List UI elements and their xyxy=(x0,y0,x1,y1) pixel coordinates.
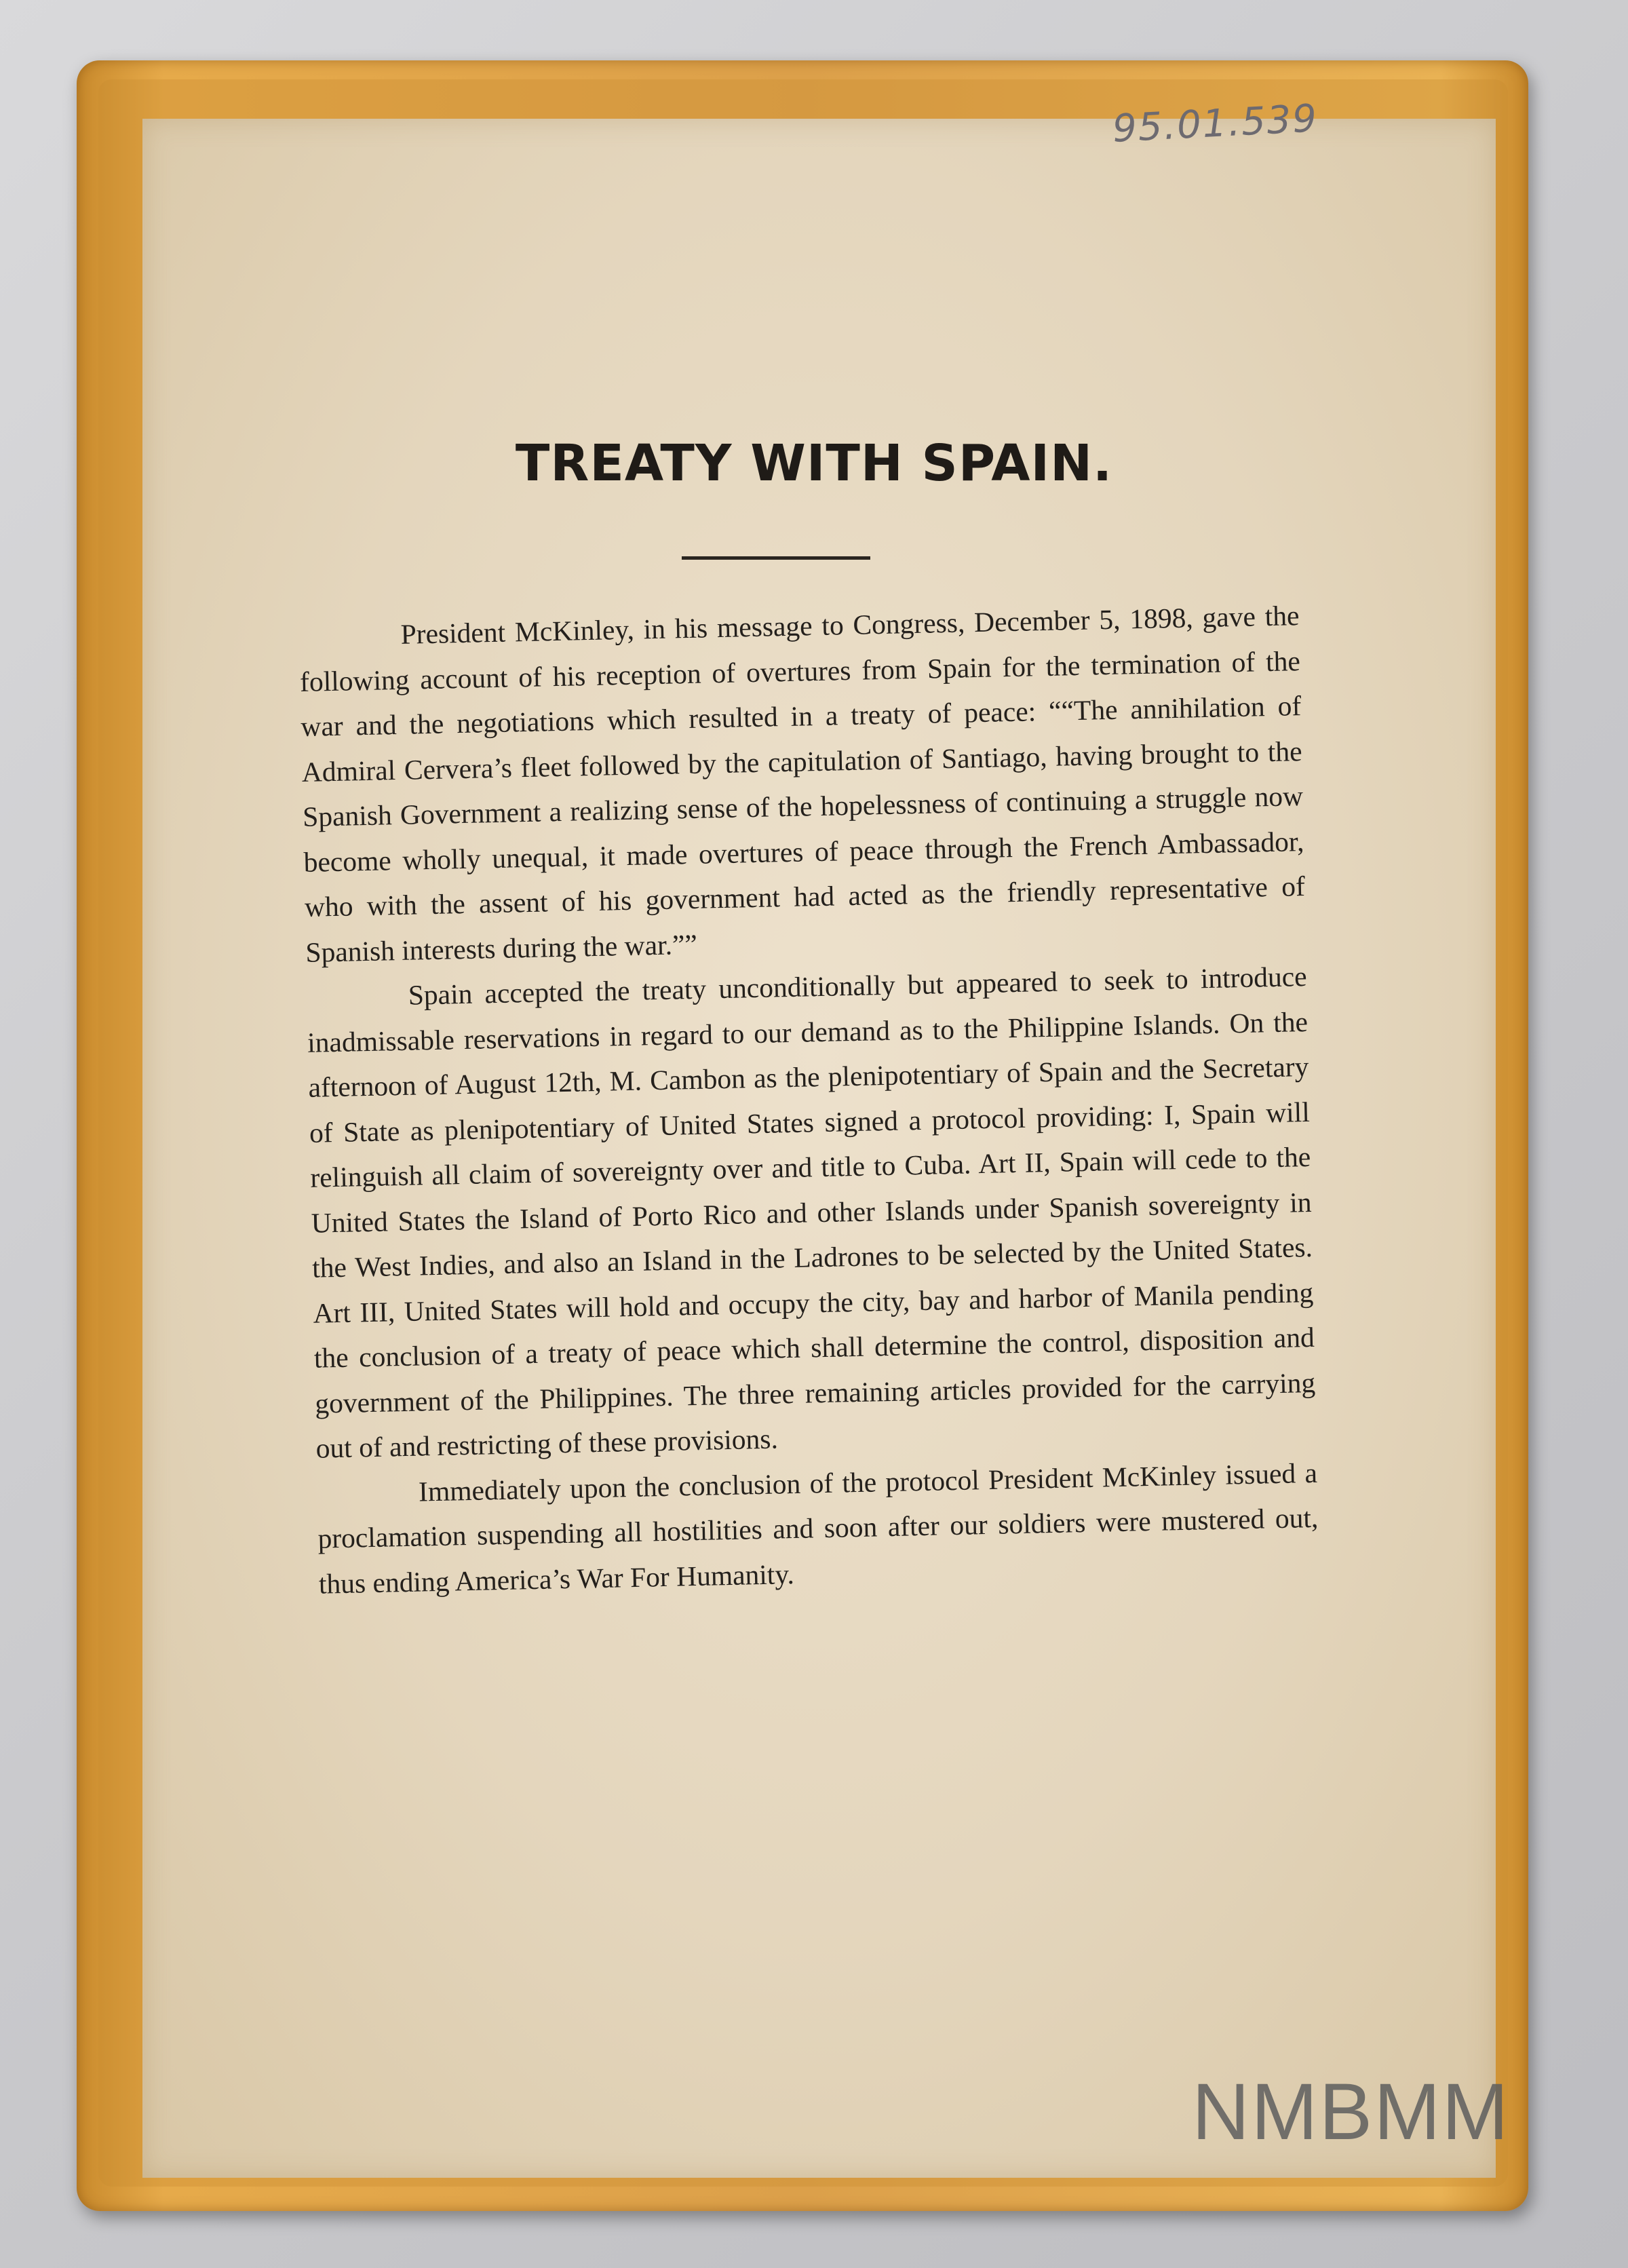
paragraph-1: President McKinley, in his message to Congress, December 5, 1898, gave the following account of his reception of overtures from Spain for the termination of the war and the negotiations which resulted in a treaty of peace: ““The annihilation of Admiral Cervera’s fleet followed by the capitulation of Santiago, having brought to the Spanish Government a realizing sense of the hopelessness of continuing a struggle now become wholly unequal, it made overtures of peace through the French Ambassador, who with the assent of his government had acted as the friendly representative of Spanish interests during the war.”” xyxy=(299,600,1306,968)
title-rule xyxy=(682,556,870,560)
paragraph-2: Spain accepted the treaty unconditionally but appeared to seek to introduce inadmissable reservations in regard to our demand as to the Philippine Islands. On the afternoon of August 12th, M. Cambon as the plenipotentiary of Spain and the Secretary of State as plenipotentiary of United States signed a protocol providing: I, Spain will relinguish all claim of sovereignty over and title to Cuba. Art II, Spain will cede to the United States the Island of Porto Rico and other Islands under Spanish sovereignty in the West Indies, and also an Island in the Ladrones to be selected by the United States. Art III, United States will hold and occupy the city, bay and harbor of Manila pending the conclusion of a treaty of peace which shall determine the control, disposition and government of the Philippines. The three remaining articles provided for the carrying out of and restricting of these provisions. xyxy=(307,960,1316,1464)
watermark: NMBMM xyxy=(1192,2067,1510,2157)
paragraph-3: Immediately upon the conclusion of the protocol President McKinley issued a proclamation suspending all hostilities and soon after our soldiers were mustered out, thus ending America’s War For Humanity. xyxy=(317,1457,1319,1600)
catalog-number: 95.01.539 xyxy=(1111,96,1319,151)
document-body xyxy=(298,593,1319,1607)
document-title: TREATY WITH SPAIN. xyxy=(515,434,1113,493)
